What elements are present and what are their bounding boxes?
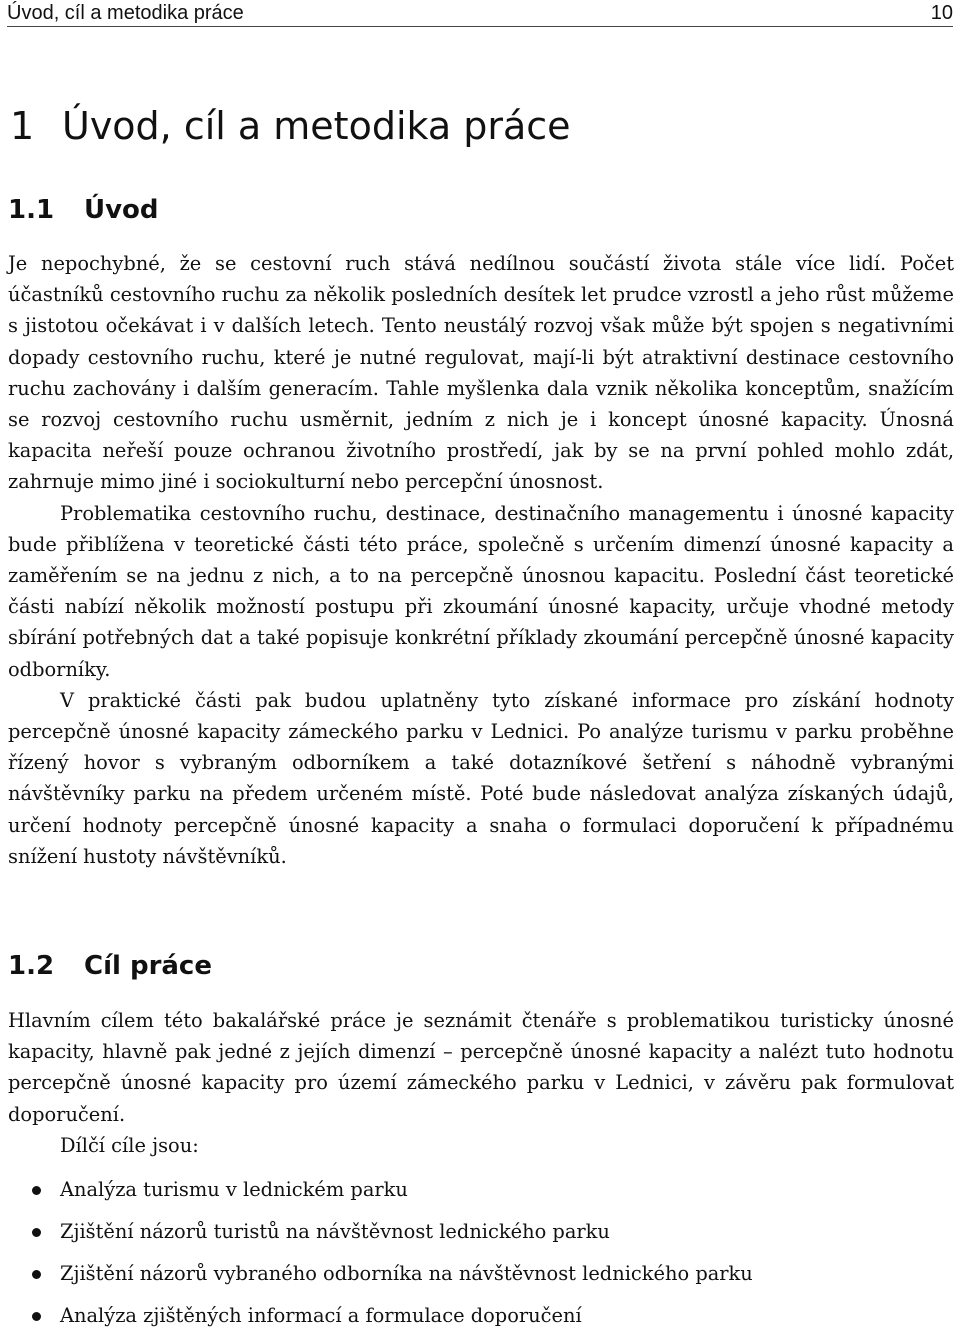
paragraph: Problematika cestovního ruchu, destinace, destinačního managementu i únosné kapacity bude přiblížena v teoretické části této práce, společně s určením dimenzí únosné kapacity a zaměřením se na jednu z nich, a to na percepčně únosnou kapacitu. Poslední část teoretické části nabízí několik možností postupu při zkoumání únosné kapacity, určuje vhodné metody sbírání potřebných dat a také popisuje konkrétní příklady zkoumání percepčně únosné kapacity odborníky. <box>8 501 954 681</box>
section-title: Úvod <box>84 195 159 225</box>
bullet-icon <box>32 1312 41 1321</box>
section-heading-cil-prace <box>8 946 212 986</box>
list-item <box>8 1256 954 1298</box>
section-heading-uvod <box>8 190 159 230</box>
list-item-text: Zjištění názorů turistů na návštěvnost lednického parku <box>60 1220 610 1243</box>
bullet-icon <box>32 1270 41 1279</box>
goals-list <box>8 1172 954 1340</box>
list-item <box>8 1298 954 1340</box>
list-item-text: Analýza zjištěných informací a formulace doporučení <box>60 1304 582 1327</box>
page-number: 10 <box>930 2 953 24</box>
running-header-title: Úvod, cíl a metodika práce <box>7 2 244 24</box>
section-body-cil-prace <box>8 1005 954 1161</box>
chapter-heading <box>10 98 571 154</box>
paragraph: V praktické části pak budou uplatněny tyto získané informace pro získání hodnoty percepčně únosné kapacity zámeckého parku v Lednici. Po analýze turismu v parku proběhne řízený hovor s vybraným odborníkem a také dotazníkové šetření s náhodně vybranými návštěvníky parku na předem určeném místě. Poté bude následovat analýza získaných údajů, určení hodnoty percepčně únosné kapacity a snaha o formulaci doporučení k případnému snížení hustoty návštěvníků. <box>8 688 954 868</box>
section-number: 1.1 <box>8 195 55 225</box>
list-item-text: Zjištění názorů vybraného odborníka na návštěvnost lednického parku <box>60 1262 753 1285</box>
section-title: Cíl práce <box>84 951 212 981</box>
list-item <box>8 1172 954 1214</box>
bullet-icon <box>32 1228 41 1237</box>
paragraph: Je nepochybné, že se cestovní ruch stává nedílnou součástí života stále více lidí. Počet účastníků cestovního ruchu za několik posledních desítek let prudce vzrostl a jeho růst můžeme s jistotou očekávat i v dalších letech. Tento neustálý rozvoj však může být spojen s negativními dopady cestovního ruchu, které je nutné regulovat, mají-li být atraktivní destinace cestovního ruchu zachovány i dalším generacím. Tahle myšlenka dala vznik několika konceptům, snažícím se rozvoj cestovního ruchu usměrnit, jedním z nich je i koncept únosné kapacity. Únosná kapacita neřeší pouze ochranou životního prostředí, jak by se na první pohled mohlo zdát, zahrnuje mimo jiné i sociokulturní nebo percepční únosnost. <box>8 252 954 494</box>
list-item-text: Analýza turismu v lednickém parku <box>60 1178 408 1201</box>
running-header <box>7 0 953 27</box>
section-body-uvod <box>8 248 954 872</box>
goals-intro: Dílčí cíle jsou: <box>60 1133 199 1157</box>
chapter-number: 1 <box>10 104 35 148</box>
list-item <box>8 1214 954 1256</box>
chapter-title: Úvod, cíl a metodika práce <box>62 104 571 148</box>
section-number: 1.2 <box>8 951 55 981</box>
paragraph: Hlavním cílem této bakalářské práce je seznámit čtenáře s problematikou turisticky únosné kapacity, hlavně pak jedné z jejích dimenzí – percepčně únosné kapacity a nalézt tuto hodnotu percepčně únosné kapacity pro území zámeckého parku v Lednici, v závěru pak formulovat doporučení. <box>8 1009 954 1126</box>
bullet-icon <box>32 1186 41 1195</box>
